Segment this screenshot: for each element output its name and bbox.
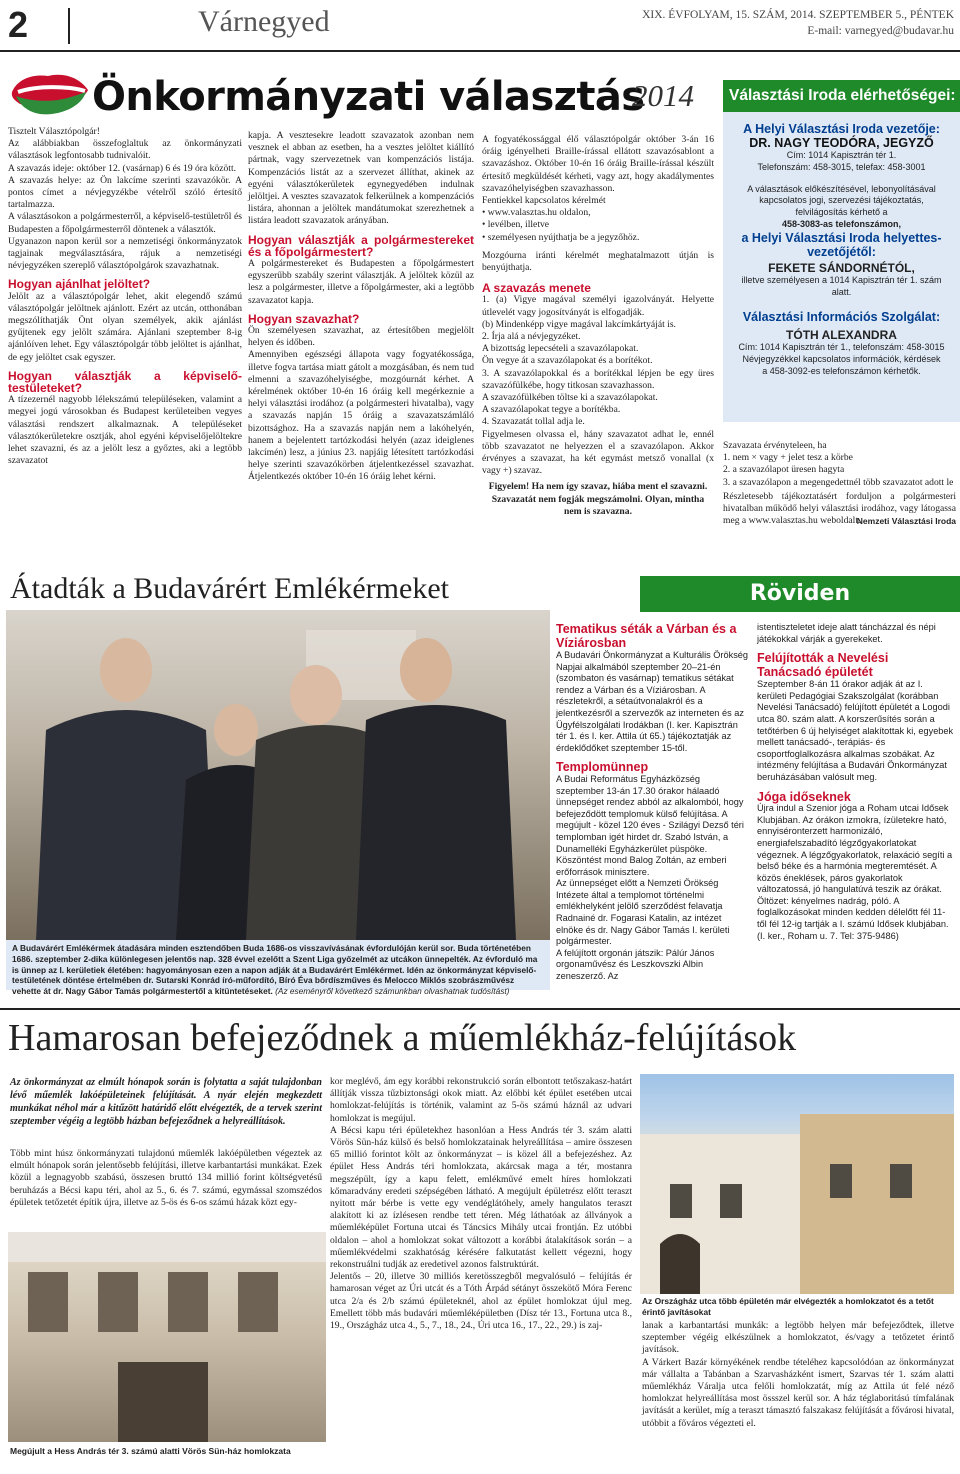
roviden-col-2 bbox=[757, 622, 954, 942]
award-caption-note: (Az eseményről következő számunkban olvashatnak tudósítást) bbox=[275, 986, 510, 997]
request-intro: Fentiekkel kapcsolatos kérelmét bbox=[482, 195, 606, 207]
invalid-item-2: 2. a szavazólapot üresen hagyta bbox=[723, 464, 845, 476]
header-separator bbox=[68, 8, 70, 44]
email-link[interactable]: E-mail: varnegyed@budavar.hu bbox=[807, 25, 954, 37]
braille-text: A fogyatékossággal élő választópolgár október 3-án 16 óráig igényelheti Braille-írással ellátott szavazósablont a szavazáshoz. Október 10-én 16 óráig Braille-írással készült értesítő megküldését kérheti, vagy azt, hogy akadálymentes szavazóhelyiségben szavazhasson. bbox=[482, 134, 714, 194]
step-2: 2. Írja alá a névjegyzéket. bbox=[482, 331, 581, 343]
hungary-map-icon bbox=[8, 64, 92, 124]
award-caption-box bbox=[6, 940, 550, 997]
election-title: Önkormányzati választás bbox=[92, 74, 645, 120]
election-col-1 bbox=[8, 126, 242, 467]
service-title: Választási Információs Szolgálat: bbox=[742, 310, 941, 325]
renovation-p4: Jelentős – 20, illetve 30 milliós keretösszegből megvalósuló – felújítás ér hamarosan véget az Úri utcát és a Tóth Árpád sétányt összekötő Móra Ferenc utca 2/a és 2/b számú épületeknél, ahol az épület homlokzat újul meg. Emellett több más budavári műemléképületben (Dísz tér 13., Fortuna utca 8., 19., Országház utca 4., 5., 7., 18., 24., Úri utca 16., 17., 22., 29.) is zaj- bbox=[330, 1271, 632, 1332]
minority-vote: Ugyanazon napon kerül sor a nemzetiségi önkormányzatok tagjainak megválasztására, rájuk a nemzetiségi névjegyzéken szereplő választópolgárok szavazhatnak. bbox=[8, 235, 242, 272]
award-caption: A Budavárért Emlékérmek átadására minden esztendőben Buda 1686-os visszavívásának évfordulóján kerül sor. Buda történetében 1686. szeptember 2-dika különlegesen jelentős nap. 328 évvel ezelőtt a Szent Liga győzelmét az utcákon ünnepelték. Az évforduló ma is ünnep az I. kerületiek életében: hagyományosan ezen a napon adják át a Budavárért Emlékérmet. Idén az önkormányzat képviselő-testületének döntése értelmében dr. Sutarski Konrád író-műfordító, Bíró Éva bőrdíszműves és Melocco Miklós szobrászművész vehette át dr. Nagy Gábor Tamás polgármestertől a kitüntetéseket. bbox=[12, 943, 538, 997]
heading-nevelesi: Felújították a Nevelési Tanácsadó épületét bbox=[757, 651, 889, 680]
nevelesi-text: Szeptember 8-án 11 órakor adják át az I. kerületi Pedagógiai Szakszolgálat (korábban Nevelési Tanácsadó) felújított épületét a Logodi utca 80. szám alatt. A korszerűsítés során a tetőtérben 6 új helyiséget alakítottak ki, egyebek mellett tanácsadó-, terápiás- és csoportfoglalkozásra alkalmas szobákat. Az intézmény felújítása a Budavári Önkormányzat beruházásában valósult meg. bbox=[757, 679, 954, 782]
step-3: 3. A szavazólapokkal és a borítékkal lépjen be egy üres szavazófülkébe, hogy titkosan szavazhasson. bbox=[482, 367, 714, 391]
award-title: Átadták a Budavárért Emlékérmeket bbox=[10, 572, 449, 605]
warning-text: Figyelem! Ha nem így szavaz, hiába ment el szavazni. Szavazatát nem fogják megszámolni. Olyan, mintha nem is szavazna. bbox=[488, 481, 708, 517]
invalid-vote-box bbox=[723, 440, 956, 528]
renovation-lead: Az önkormányzat az elmúlt hónapok során is folytatta a saját tulajdonban lévő műemlék lakóépületeinek felújítását. A nyár elején megkezdett munkákat néhol már a kitűzött határidő előtt elvégezték, de a tervek szerint szeptember végéig a legtöbb házban befejeződnek a helyreállítások. bbox=[10, 1077, 322, 1127]
step-1b: (b) Mindenképp vigye magával lakcímkártyáját is. bbox=[482, 318, 676, 330]
election-year: 2014 bbox=[632, 78, 694, 113]
leader-name: DR. NAGY TEODÓRA, JEGYZŐ bbox=[749, 136, 934, 150]
request-option-3: • személyesen nyújthatja be a jegyzőhöz. bbox=[482, 231, 640, 243]
paper-name: Várnegyed bbox=[198, 5, 330, 38]
greeting: Tisztelt Választópolgár! bbox=[8, 126, 100, 137]
street-photo bbox=[640, 1074, 954, 1294]
templom-text-4: istentiszteletet ideje alatt táncházzal és népi játékokkal várják a gyerekeket. bbox=[757, 622, 936, 644]
renovation-p2: kor meglévő, ám egy korábbi rekonstrukció során elbontott tetőszakasz-határt állítják vissza tűzbiztonsági okok miatt. Az előbbi két épület esetében utcai homlokzat-felújítás is történik, valamint az 5-ös számú háznál az udvari homlokzat is megújul. bbox=[330, 1076, 632, 1124]
templom-text-3: A felújított orgonán játszik: Pálúr János orgonaművész és Leszkovszki Albin zeneszerző. Az bbox=[556, 947, 715, 982]
step-2c: Ön vegye át a szavazólapokat és a borítékot. bbox=[482, 355, 653, 367]
house-photo-image bbox=[8, 1232, 326, 1442]
service-name: TÓTH ALEXANDRA bbox=[786, 328, 897, 343]
heading-kepviselo: Hogyan választják a képviselő-testületeket? bbox=[8, 368, 242, 396]
request-option-2: • levélben, illetve bbox=[482, 219, 550, 231]
heading-ajanlas: Hogyan ajánlhat jelöltet? bbox=[8, 277, 151, 292]
office-header: Választási Iroda elérhetőségei: bbox=[723, 80, 960, 112]
step-1a: 1. (a) Vigye magával személyi igazolványát. Helyette útlevelét vagy jogosítványát is elfogadják. bbox=[482, 294, 714, 318]
ajanlas-text: Jelölt az a választópolgár lehet, akit elegendő számú választópolgár jelöltnek ajánlott. Ezért az utcán, otthonában megszólíthatják Önt olyan személyek, akik ajánlást gyűjtenek egy jelölt számára. Ajánlani szeptember 8-ig ajánlóíven lehet. Egy választópolgár több jelöltet is ajánlhat, de egy jelöltet csak egyszer. bbox=[8, 290, 242, 363]
request-option-1: • www.valasztas.hu oldalon, bbox=[482, 207, 591, 219]
polgarmester-text: A polgármestereket és Budapesten a főpolgármestert egyszerűbb szabály szerint választják. A jelöltek közül az lesz a polgármester, illetve a főpolgármester, aki a legtöbb szavazatot kapja. bbox=[248, 258, 474, 306]
renovation-p3: A Bécsi kapu téri épületekhez hasonlóan a Hess András tér 3. szám alatti Vörös Sün-ház külső és belső homlokzatainak helyreállítása – amire összesen 65 millió forintot költ az önkormányzat – is közel áll a befejezéshez. Az épület Hess András téri homlokzata, akárcsak maga a tér, mostanra megszépült, így a kapu felett, emlékművé emelt híres homlokzati kőmaradvány eredeti szépségében látható. A megújult épületrész előtt teraszt nyitott már bérbe is vette egy vendéglátóhely, amely hangulatos teraszt alakított ki az ízlésesen rendbe tett téren. Még láthatóak az állványok a műemléképület Fortuna utcai és Táncsics Mihály utcai frontján. Ez utóbbi oldalon – ahol a homlokzat sokat változott a korábbi átalakítások során – a műemlékvédelmi szakhatóság kérésére falkutatást kellett végezni, hogy rekonstruálni tudják az eredetivel azonos falstruktúrát. bbox=[330, 1124, 632, 1271]
service-info: Névjegyzékkel kapcsolatos információk, kérdések a 458-3092-es telefonszámon kérhetők. bbox=[742, 354, 941, 376]
setak-text: A Budavári Önkormányzat a Kulturális Örökség Napjai alkalmából szeptember 20–21-én (szombaton és vasárnap) tematikus sétákat rendez a Várban és a Víziárosban. A részletekről, a sétaútvonalakról és a jelentkezésről a szervezők az interneten és az Ügyfélszolgálati Irodákban (I. ker. Kapisztrán tér 1. és I. ker. Attila út 65.) tájékoztatják az érdeklődőket szeptember 15-től. bbox=[556, 650, 749, 753]
step-2b: A bizottság lepecsételi a szavazólapokat. bbox=[482, 343, 639, 355]
heading-joga: Jóga időseknek bbox=[757, 789, 851, 804]
election-col-3 bbox=[482, 134, 714, 518]
invalid-item-1: 1. nem × vagy + jelet tesz a körbe bbox=[723, 452, 853, 464]
award-photo bbox=[6, 610, 550, 940]
compensation-text: kapja. A vesztesekre leadott szavazatok azonban nem vesznek el abban az esetben, ha a vesztes jelöltet kiállító pártnak, vagy szervezetnek van kompenzációs listája. Kompenzációs listát az a szervezet állíthat, akinek az egyéni választókerületek egynegyedében indulnak jelöltjei. A vesztes szavazatok felkerülnek a kompenzációs listára, ahonnan a jelöltek mandátumokat szerezhetnek a listára leadott szavazatok arányában. bbox=[248, 130, 474, 227]
renovation-col-2 bbox=[330, 1076, 632, 1332]
leader-title: A Helyi Választási Iroda vezetője: bbox=[743, 122, 940, 136]
award-photo-image bbox=[6, 610, 550, 940]
mozgourna-proxy: Mozgóurna iránti kérelmét meghatalmazott útján is benyújthatja. bbox=[482, 249, 714, 274]
roviden-col-1 bbox=[556, 622, 748, 983]
templom-text: A Budai Református Egyházközség szeptember 13-án 17.30 órakor hálaadó ünnepséget rendez abból az alkalomból, hogy befejeződött templomuk külső felújítása. A megújult - közel 120 éves - Szilágyi Dezső téri templomban igét hirdet dr. Szabó István, a Dunamelléki Egyházkerület püspöke. Köszöntést mond Balog Zoltán, az emberi erőforrások minisztere. bbox=[556, 773, 744, 877]
roviden-header: Röviden bbox=[640, 576, 960, 612]
invalid-head: Szavazata érvényteleen, ha bbox=[723, 440, 827, 451]
issue-info: XIX. ÉVFOLYAM, 15. SZÁM, 2014. SZEPTEMBER 5., PÉNTEK bbox=[642, 9, 954, 21]
deputy-title: a Helyi Választási Iroda helyettes-vezetőjétől: bbox=[741, 230, 942, 259]
nvi-signature: Nemzeti Választási Iroda bbox=[856, 516, 956, 527]
kepviselo-text: A tízezernél nagyobb lélekszámú településeken, valamint a megyei jogú városokban és Budapest kerületeiben vegyes választási rendszert alkalmaznak. A településeket választókerületekre osztják, ahol egyéni képviselőjelöltekre lehet szavazni, és az a jelölt lesz a győztes, aki a legtöbb szavazatot bbox=[8, 394, 242, 467]
step-4: 4. Szavazatát tollal adja le. bbox=[482, 416, 585, 428]
heading-szavazhat: Hogyan szavazhat? bbox=[248, 311, 360, 326]
section-rule bbox=[0, 1008, 960, 1010]
mozgourna-text: Amennyiben egészségi állapota vagy fogyatékossága, illetve fogva tartása miatt gátolt a mozgásában, és nem tud elmenni a szavazóhelyiségbe, mozgóurnát kérhet. A kérelmének október 10-én 16 óráig kell megérkeznie a helyi választási irodához (a polgármesteri hivatalba), vagy a szavazás napján 15 óráig a szavazatszámláló bizottsághoz. Ha a szavazás napján nem a lakóhelyén, hanem a bejelentett tartózkodási helyén (azaz ideiglenes lakcímén) lesz, a június 23. napjáig létesített tartózkodási helye szerinti szavazókörben átjelentkezéssel szavazhat. Átjelentkezés október 10-én 16 óráig lehet kérni. bbox=[248, 349, 474, 483]
renovation-col-1: Több mint húsz önkormányzati tulajdonú műemlék lakóépületben végeztek az elmúlt hónapok során jelentősebb felújítási, illetve karbantartási munkákat. Ezek közül a legnagyobb szabású, összesen bruttó 134 millió forint költségvetésű beruházás a Bécsi kapu téri, ahol az 5., 6. és 7. számú, egymással szomszédos épületek tetőzetét építik újra, illetve az 5-ös és 6-os számú házak közt egy- bbox=[10, 1148, 322, 1208]
invalid-item-3: 3. a szavazólapon a megengedettnél több szavazatot adott le bbox=[723, 476, 954, 488]
templom-text-2: Az ünnepséget előtt a Nemzeti Örökség Intézete által a templomot történelmi emlékhelyként jelölő szerződést felavatja Radnainé dr. Fogarasi Katalin, az intézet elnöke és dr. Nagy Gábor Tamás I. kerületi polgármester. bbox=[556, 878, 730, 947]
heading-polgarmester: Hogyan választják a polgármestereket és a főpolgármestert? bbox=[248, 232, 474, 259]
leader-phone: Telefonszám: 458-3015, telefax: 458-3001 bbox=[757, 161, 926, 172]
renovation-p5: lanak a karbantartási munkák: a legtöbb helyen már befejeződtek, illetve szeptember végéig elkészülnek a homlokzatot, és/vagy a tetőzetet érintő javítások. bbox=[642, 1320, 954, 1356]
renovation-col-3 bbox=[642, 1320, 954, 1430]
szavazhat-text: Ön személyesen szavazhat, az értesítőben megjelölt helyen és időben. bbox=[248, 325, 474, 349]
service-address: Cím: 1014 Kapisztrán tér 1., telefonszám: 458-3015 bbox=[738, 342, 945, 353]
header-rule bbox=[0, 50, 960, 52]
office-box bbox=[723, 112, 960, 422]
voting-time: A szavazás ideje: október 12. (vasárnap) 6 és 19 óra között. bbox=[8, 162, 237, 174]
renovation-title: Hamarosan befejeződnek a műemlékház-felújítások bbox=[8, 1017, 797, 1059]
deputy-name: FEKETE SÁNDORNÉTÓL, bbox=[768, 260, 915, 275]
street-photo-image bbox=[640, 1074, 954, 1294]
heading-templomunnep: Templomünnep bbox=[556, 760, 649, 775]
info-phone: 458-3083-as telefonszámon, bbox=[781, 218, 902, 229]
street-caption: Az Országház utca több épületén már elvégezték a homlokzatot és a tetőt érintő javításokat bbox=[642, 1296, 934, 1317]
joga-text: Újra indul a Szenior jóga a Roham utcai Idősek Klubjában. Az órákon izmokra, ízületekre ható, ennyiséronterzett harmonizáló, energiafelszabadító légzőgyakorlatokat végeznek. A légzőgyakorlatok, relaxáció segíti a belső béke és a harmónia megteremtését. A közös éneklések, páros gyakorlatok változatossá, jó hangulatúvá teszik az órákat. Öltözet: kényelmes nadrág, póló. A foglalkozásokat minden kedden délelőtt fél 11-től fél 12-ig tartják a I. számú Idősek klubjában. (I. ker., Roham u. 7. Tel: 375-9486) bbox=[757, 803, 953, 941]
intro: Az alábbiakban összefoglaltuk az önkormányzati választások legfontosabb tudnivalóit. bbox=[8, 138, 242, 162]
heading-menete: A szavazás menete bbox=[482, 281, 591, 296]
election-col-2 bbox=[248, 130, 474, 484]
invalid-more: Részletesebb tájékoztatásért forduljon a polgármesteri hivatalban működő helyi választási irodához, vagy látogassa meg a www.valasztas.hu weboldalt. bbox=[723, 490, 956, 527]
house-caption: Megújult a Hess András tér 3. számú alatti Vörös Sün-ház homlokzata bbox=[10, 1446, 291, 1456]
house-photo bbox=[8, 1232, 326, 1442]
renovation-p6: A Várkert Bazár környékének rendbe tételéhez kapcsolódóan az önkormányzat már vállalta a Tabánban a Szarvasházként ismert, Szarvas tér 1. szám alatti műemlékház Váralja utca felőli homlokzatát, míg az Attila út felé néző homlokzat helyreállítása most össszel kerül sor. A ház téglaboritású tímfalának javítását a kerület, míg a teraszt támasztó falszakasz felújítását a fővárosi hivatal, utóbbit a főváros végezteti el. bbox=[642, 1356, 954, 1429]
step-4b: Figyelmesen olvassa el, hány szavazatot adhat le, ennél több szavazatot ne helyezzen el a szavazólapon. Akkor érvényes a szavazat, ha két egymást metsző vonallal (x vagy +) szavaz. bbox=[482, 428, 714, 477]
leader-address: Cím: 1014 Kapisztrán tér 1. bbox=[786, 150, 897, 160]
step-3c: A szavazólapokat tegye a borítékba. bbox=[482, 404, 621, 416]
step-3b: A szavazófülkében töltse ki a szavazólapokat. bbox=[482, 392, 658, 404]
voting-subject: A választásokon a polgármesterről, a képviselő-testületről és Budapesten a főpolgármesterről döntenek a választók. bbox=[8, 211, 242, 235]
info-text: A választások előkészítésével, lebonyolításával kapcsolatos jogi, szervezési tájékoztatás, felvilágosítás kérhető a bbox=[747, 183, 936, 218]
page-number: 2 bbox=[8, 4, 29, 45]
heading-setak: Tematikus séták a Várban és a Víziárosban bbox=[556, 622, 737, 650]
voting-place: A szavazás helye: az Ön lakcíme szerinti szavazókör. A pontos címet a névjegyzékbe vételről szóló értesítő tartalmazza. bbox=[8, 174, 242, 211]
deputy-info: illetve személyesen a 1014 Kapisztrán tér 1. szám alatt. bbox=[741, 274, 942, 297]
